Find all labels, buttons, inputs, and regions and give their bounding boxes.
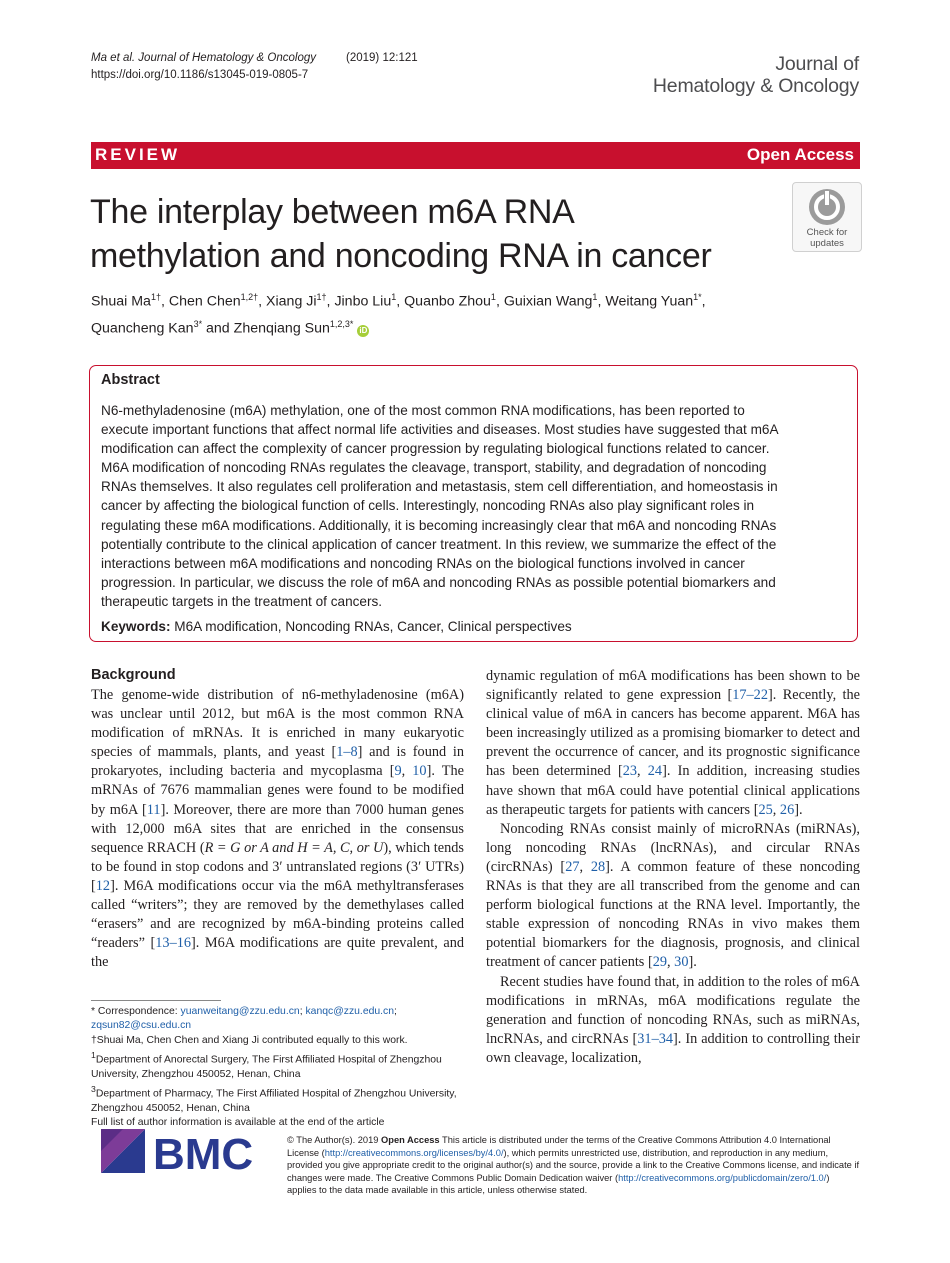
abstract-line: execute important functions that affect normal life activities and diseases. Most studies have suggested that m6A bbox=[101, 422, 779, 438]
article-type: REVIEW bbox=[95, 145, 181, 164]
citation-link[interactable]: 24 bbox=[647, 763, 663, 780]
author-affil: 1* bbox=[693, 292, 702, 302]
journal-name-line2: Hematology & Oncology bbox=[652, 75, 859, 97]
author-name[interactable]: Weitang Yuan bbox=[605, 293, 694, 310]
citation-link[interactable]: 27 bbox=[565, 858, 580, 875]
affiliation-1: $^1$Department of Anorectal Surgery, The First Affiliated Hospital of Zhengzhou University, Zhengzhou 450052, Henan, China bbox=[91, 1049, 442, 1080]
author-affil: 1 bbox=[490, 292, 496, 302]
keywords-label: Keywords: bbox=[101, 619, 171, 634]
publisher-name: BMC bbox=[153, 1130, 254, 1174]
bmc-mark-icon bbox=[101, 1129, 267, 1174]
bmc-logo bbox=[101, 1129, 267, 1174]
author-affil: 1 bbox=[592, 292, 598, 302]
license-link[interactable]: http://creativecommons.org/publicdomain/zero/1.0/ bbox=[618, 1172, 827, 1183]
citation-link[interactable]: 17–22 bbox=[732, 687, 768, 704]
citation-link[interactable]: 9 bbox=[394, 763, 402, 780]
consensus-definition: R = G or A and H = A, C, or U bbox=[204, 839, 384, 856]
body-paragraph: Noncoding RNAs consist mainly of microRNAs (miRNAs), long noncoding RNAs (lncRNAs), and circular RNAs (circRNAs) [27, 28]. A common feature of these noncoding RNAs is that they are all transcribed from the genome and can perform biological functions at the RNA level. Importantly, the stable expression of noncoding RNAs in vivo makes them potential biomarkers for the diagnosis, prognosis, and clinical treatment of cancer patients [29, 30]. bbox=[486, 820, 861, 971]
abstract-line: M6A modification of noncoding RNAs regulates the cleavage, transport, stability, and degradation of noncoding bbox=[101, 460, 767, 476]
background-heading: Background bbox=[91, 667, 176, 683]
footnotes bbox=[91, 1005, 464, 1130]
article-title bbox=[90, 190, 790, 278]
citation-link[interactable]: 10 bbox=[412, 763, 427, 780]
background-paragraph: The genome-wide distribution of n6-methyladenosine (m6A) was unclear until 2012, but m6A is the most common RNA modification of mRNAs. It is enriched in many eukaryotic species of mammals, plants, and yeast [1–8] and is found in prokaryotes, including bacteria and mycoplasma [9, 10]. The mRNAs of 7676 mammalian genes were found to be modified by m6A [11]. Moreover, there are more than 7000 human genes with 12,000 m6A sites that are enriched in the consensus sequence RRACH (R = G or A and H = A, C, or U), which tends to be found in stop codons and 3′ untranslated regions (3′ UTRs) [12]. M6A modifications occur via the m6A methyltransferases called “writers”; they are removed by the demethylases called “erasers” and are recognized by m6A-binding proteins called “readers” [13–16]. M6A modifications are quite prevalent, and the bbox=[91, 687, 464, 971]
abstract-line: RNAs themselves. It also regulates cell proliferation and metastasis, stem cell differentiation, and homeostasis in bbox=[101, 479, 778, 495]
correspondence: * Correspondence: yuanweitang@zzu.edu.cn; kanqc@zzu.edu.cn; zqsun82@csu.edu.cn bbox=[91, 1006, 397, 1032]
abstract-text bbox=[101, 401, 846, 611]
footnote-divider bbox=[91, 1000, 221, 1001]
author-info-note: Full list of author information is available at the end of the article bbox=[91, 1117, 385, 1129]
author-affil: 3* bbox=[193, 318, 203, 329]
doi-link[interactable]: https://doi.org/10.1186/s13045-019-0805-7 bbox=[91, 69, 309, 81]
author-name[interactable]: Chen Chen bbox=[168, 293, 241, 310]
citation-link[interactable]: 12 bbox=[95, 877, 111, 894]
abstract-line: N6-methyladenosine (m6A) methylation, one of the most common RNA modifications, has been reported to bbox=[101, 403, 745, 418]
author-name[interactable]: Shuai Ma bbox=[91, 293, 151, 310]
email-link[interactable]: zqsun82@csu.edu.cn bbox=[91, 1020, 192, 1032]
author-name[interactable]: Xiang Ji bbox=[266, 293, 317, 310]
title-line-2: methylation and noncoding RNA in cancer bbox=[90, 237, 712, 275]
citation-link[interactable]: 26 bbox=[779, 801, 795, 818]
open-access-bold: Open Access bbox=[381, 1135, 440, 1145]
author-name[interactable]: Quancheng Kan bbox=[91, 320, 194, 337]
abstract-line: progression. In particular, we discuss the role of m6A and noncoding RNAs as possible potential biomarkers and bbox=[101, 574, 776, 590]
body-column-left bbox=[91, 686, 464, 972]
keywords bbox=[101, 619, 572, 634]
check-updates-icon bbox=[807, 187, 847, 227]
article-type-banner bbox=[91, 142, 860, 169]
journal-logo bbox=[653, 53, 859, 97]
license-text: © The Author(s). 2019 Open Access This article is distributed under the terms of the Creative Commons Attribution 4.0 International License (http://creativecommons.org/licenses/by/4.0/), which permits unrestricted use, distribution, and reproduction in any medium, provided you give appropriate credit to the original author(s) and the source, provide a link to the Creative Commons license, and indicate if changes were made. The Creative Commons Public Domain Dedication waiver (http://creativecommons.org/publicdomain/zero/1.0/) applies to the data made available in this article, unless otherwise stated. bbox=[287, 1135, 860, 1196]
author-affil: 1† bbox=[150, 292, 161, 302]
check-for-updates-button[interactable] bbox=[792, 182, 862, 252]
year-volume: (2019) 12:121 bbox=[346, 52, 418, 64]
running-header bbox=[91, 50, 448, 84]
author-affil: 1 bbox=[391, 292, 397, 302]
equal-contribution-note: †Shuai Ma, Chen Chen and Xiang Ji contributed equally to this work. bbox=[91, 1034, 408, 1046]
abstract-line: regulating these m6A modifications. Additionally, it is becoming increasingly clear that m6A and noncoding RNAs bbox=[101, 517, 777, 533]
citation-link[interactable]: 30 bbox=[674, 954, 689, 971]
abstract-line: cancer by affecting the biological function of cells. Interestingly, noncoding RNAs also play significant roles in bbox=[101, 498, 755, 514]
citation-link[interactable]: 29 bbox=[652, 954, 668, 971]
body-paragraph: Recent studies have found that, in addition to the roles of m6A modifications in mRNAs, m6A modifications regulate the generation and function of noncoding RNAs, such as miRNAs, lncRNAs, and circRNAs [31–34]. In addition to controlling their own cleavage, localization, bbox=[486, 973, 860, 1066]
author-name[interactable]: Jinbo Liu bbox=[334, 293, 392, 310]
email-link[interactable]: yuanweitang@zzu.edu.cn bbox=[180, 1006, 300, 1017]
abstract-line: interactions between m6A modifications and noncoding RNAs on the biological functions involved in cancer bbox=[101, 555, 745, 571]
citation-link[interactable]: 23 bbox=[622, 763, 637, 780]
check-updates-line2: updates bbox=[810, 238, 844, 249]
abstract-line: potentially contribute to the clinical application of cancer treatment. In this review, we summarize the effect of the bbox=[101, 536, 777, 552]
citation-link[interactable]: 28 bbox=[590, 858, 606, 875]
citation-prefix: Ma et al. Journal of Hematology & Oncology bbox=[91, 52, 317, 64]
citation-link[interactable]: 31–34 bbox=[637, 1030, 674, 1047]
author-affil: 1,2,3* bbox=[329, 318, 354, 329]
orcid-icon[interactable]: iD bbox=[359, 326, 368, 336]
citation-line bbox=[91, 50, 448, 67]
title-line-1: The interplay between m6A RNA bbox=[90, 193, 575, 231]
citation-link[interactable]: 25 bbox=[758, 801, 773, 818]
journal-name-line1: Journal of bbox=[775, 53, 859, 75]
abstract-line: therapeutic targets in the treatment of cancers. bbox=[101, 593, 383, 609]
author-list: Shuai $Ma^{1\dagger}$, Chen Chen$^{1,2\dagger}$, Xiang $Ji^{1\dagger}$, Jinbo Liu$^1$, Quanbo Zhou$^1$, Guixian Wang$^1$, Weitang Yuan$^{1*}$, Quancheng Kan$^{3*}$ and Zhenqiang Sun$^{1,2,3*}$ iD bbox=[91, 292, 706, 337]
open-access-label: Open Access bbox=[746, 145, 854, 164]
keywords-list: M6A modification, Noncoding RNAs, Cancer, Clinical perspectives bbox=[174, 619, 572, 634]
citation-link[interactable]: 13–16 bbox=[155, 935, 192, 952]
citation-link[interactable]: 1–8 bbox=[336, 744, 358, 761]
abstract-heading: Abstract bbox=[101, 372, 160, 388]
email-link[interactable]: kanqc@zzu.edu.cn bbox=[305, 1006, 395, 1017]
author-name[interactable]: Quanbo Zhou bbox=[404, 293, 491, 310]
citation-link[interactable]: 11 bbox=[146, 801, 161, 818]
abstract-line: modification can affect the complexity of cancer progression by regulating biological functions related to cancer. bbox=[101, 441, 770, 457]
body-paragraph: dynamic regulation of m6A modifications has been shown to be significantly related to gene expression [17–22]. Recently, the clinical value of m6A in cancers has become apparent. M6A has been increasingly utilized as a promising biomarker to detect and prevent the occurrence of cancer, and its prognostic significance has been determined [23, 24]. In addition, increasing studies have shown that m6A could have potential clinical applications as therapeutic targets for patients with cancers [25, 26]. bbox=[486, 668, 860, 818]
body-column-right bbox=[486, 667, 860, 1068]
author-affil: 1† bbox=[316, 292, 327, 302]
author-affil: 1,2† bbox=[240, 292, 259, 302]
author-and: and bbox=[206, 320, 230, 337]
affiliation-3: $^3$Department of Pharmacy, The First Affiliated Hospital of Zhengzhou University, Zhengzhou 450052, Henan, China bbox=[91, 1083, 457, 1114]
author-name[interactable]: Zhenqiang Sun bbox=[233, 320, 330, 337]
check-updates-line1: Check for bbox=[806, 227, 848, 238]
abstract-box bbox=[89, 365, 858, 642]
author-name[interactable]: Guixian Wang bbox=[503, 293, 593, 310]
license-link[interactable]: http://creativecommons.org/licenses/by/4.0/ bbox=[324, 1147, 504, 1158]
